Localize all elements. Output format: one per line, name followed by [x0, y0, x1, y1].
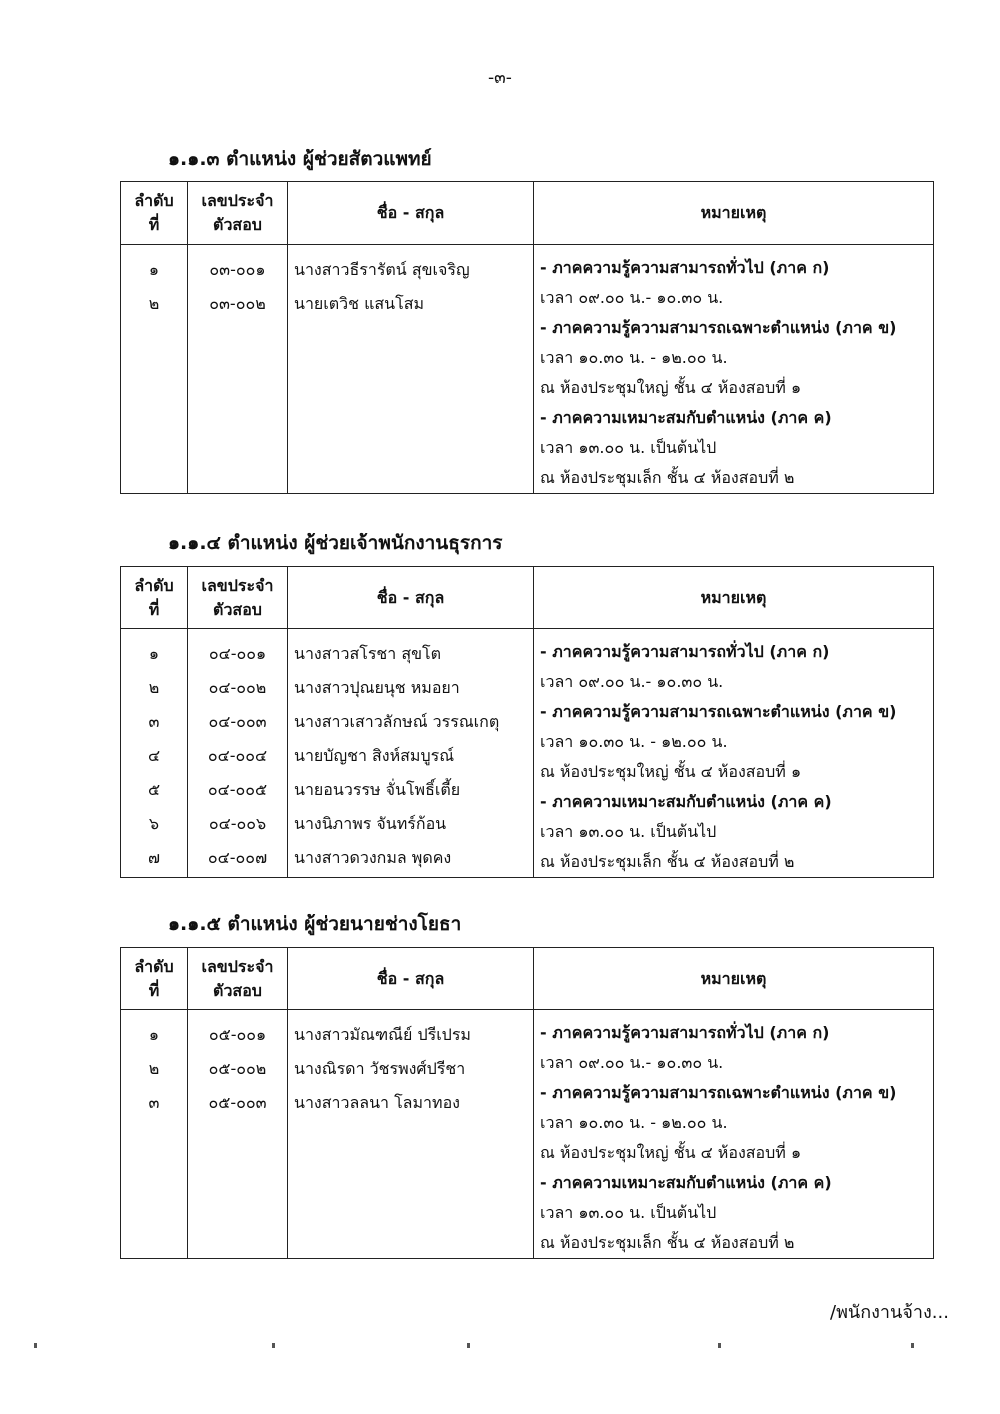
id-column	[188, 245, 288, 494]
id-column	[188, 1010, 288, 1259]
remark-line: ณ ห้องประชุมเล็ก ชั้น ๔ ห้องสอบที่ ๒	[540, 1233, 795, 1252]
cell-no: ๒	[148, 294, 160, 313]
cell-name: นางณิรดา วัชรพงศ์ปรีชา	[294, 1059, 466, 1078]
candidates-table-115	[120, 947, 934, 1259]
table-header-row	[121, 567, 934, 629]
remark-line: เวลา ๑๐.๓๐ น. - ๑๒.๐๐ น.	[540, 1113, 728, 1132]
cell-id: ๐๔-๐๐๒	[208, 678, 267, 697]
header-id: เลขประจำ ตัวสอบ	[188, 567, 288, 629]
remark-line: เวลา ๑๓.๐๐ น. เป็นต้นไป	[540, 822, 717, 841]
table-body-row	[121, 629, 934, 878]
cell-id: ๐๔-๐๐๖	[208, 814, 267, 833]
name-column	[288, 245, 534, 494]
table-body-row	[121, 1010, 934, 1259]
section-title-113: ๑.๑.๓ ตำแหน่ง ผู้ช่วยสัตวแพทย์	[168, 148, 432, 170]
scan-speck	[718, 1343, 721, 1348]
remark-line: ณ ห้องประชุมใหญ่ ชั้น ๔ ห้องสอบที่ ๑	[540, 1143, 802, 1162]
remark-line: เวลา ๑๐.๓๐ น. - ๑๒.๐๐ น.	[540, 732, 728, 751]
header-remark: หมายเหตุ	[534, 567, 934, 629]
cell-name: นายอนวรรษ จั่นโพธิ์เตี้ย	[294, 780, 461, 799]
cell-id: ๐๔-๐๐๔	[207, 746, 268, 765]
remark-line: ณ ห้องประชุมเล็ก ชั้น ๔ ห้องสอบที่ ๒	[540, 852, 795, 871]
remark-line: เวลา ๑๓.๐๐ น. เป็นต้นไป	[540, 1203, 717, 1222]
cell-no: ๕	[147, 780, 161, 799]
candidates-table-114	[120, 566, 934, 878]
cell-name: นางสาวดวงกมล พุดคง	[294, 848, 452, 867]
candidates-table-113	[120, 181, 934, 494]
remark-line: ณ ห้องประชุมใหญ่ ชั้น ๔ ห้องสอบที่ ๑	[540, 378, 802, 397]
header-id: เลขประจำ ตัวสอบ	[188, 948, 288, 1010]
cell-id: ๐๔-๐๐๕	[207, 780, 268, 799]
section-title-114: ๑.๑.๔ ตำแหน่ง ผู้ช่วยเจ้าพนักงานธุรการ	[168, 532, 503, 554]
remark-line: เวลา ๑๓.๐๐ น. เป็นต้นไป	[540, 438, 717, 457]
cell-id: ๐๓-๐๐๒	[209, 294, 266, 313]
header-no: ลำดับ ที่	[121, 567, 188, 629]
remark-column	[534, 629, 934, 878]
remark-line: - ภาคความรู้ความสามารถเฉพาะตำแหน่ง (ภาค ข)	[540, 702, 897, 721]
cell-id: ๐๔-๐๐๑	[208, 644, 267, 663]
cell-name: นางสาวเสาวลักษณ์ วรรณเกตุ	[294, 712, 500, 731]
remark-column	[534, 1010, 934, 1259]
no-column	[121, 245, 188, 494]
cell-no: ๓	[148, 1093, 160, 1112]
scan-speck	[34, 1343, 37, 1348]
cell-no: ๔	[147, 746, 161, 765]
remark-line: - ภาคความเหมาะสมกับตำแหน่ง (ภาค ค)	[540, 1173, 832, 1192]
remark-line: - ภาคความรู้ความสามารถทั่วไป (ภาค ก)	[540, 642, 830, 661]
remark-line: - ภาคความรู้ความสามารถเฉพาะตำแหน่ง (ภาค ข)	[540, 1083, 897, 1102]
cell-no: ๗	[147, 848, 161, 867]
table-header-row	[121, 182, 934, 245]
remark-line: - ภาคความเหมาะสมกับตำแหน่ง (ภาค ค)	[540, 792, 832, 811]
cell-id: ๐๕-๐๐๑	[208, 1025, 267, 1044]
cell-name: นางนิภาพร จันทร์ก้อน	[294, 814, 447, 833]
cell-id: ๐๓-๐๐๑	[209, 260, 266, 279]
remark-line: - ภาคความรู้ความสามารถทั่วไป (ภาค ก)	[540, 258, 830, 277]
cell-id: ๐๕-๐๐๓	[208, 1093, 267, 1112]
remark-line: ณ ห้องประชุมใหญ่ ชั้น ๔ ห้องสอบที่ ๑	[540, 762, 802, 781]
remark-line: - ภาคความรู้ความสามารถเฉพาะตำแหน่ง (ภาค ข)	[540, 318, 897, 337]
cell-no: ๑	[148, 1025, 160, 1044]
cell-id: ๐๔-๐๐๓	[208, 712, 267, 731]
cell-no: ๑	[148, 644, 160, 663]
no-column	[121, 629, 188, 878]
scan-speck	[467, 1343, 470, 1348]
scan-speck	[272, 1343, 275, 1348]
header-remark: หมายเหตุ	[534, 948, 934, 1010]
header-no: ลำดับ ที่	[121, 182, 188, 245]
cell-no: ๖	[148, 814, 160, 833]
header-name: ชื่อ - สกุล	[288, 182, 534, 245]
remark-line: ณ ห้องประชุมเล็ก ชั้น ๔ ห้องสอบที่ ๒	[540, 468, 795, 487]
name-column	[288, 629, 534, 878]
cell-name: นางสาวปุณยนุช หมอยา	[294, 678, 460, 697]
cell-name: นายบัญชา สิงห์สมบูรณ์	[294, 746, 455, 765]
cell-no: ๒	[148, 1059, 160, 1078]
continued-next-page: /พนักงานจ้าง...	[830, 1302, 949, 1323]
header-remark: หมายเหตุ	[534, 182, 934, 245]
remark-column	[534, 245, 934, 494]
section-title-115: ๑.๑.๕ ตำแหน่ง ผู้ช่วยนายช่างโยธา	[168, 913, 462, 935]
remark-line: - ภาคความรู้ความสามารถทั่วไป (ภาค ก)	[540, 1023, 830, 1042]
id-column	[188, 629, 288, 878]
name-column	[288, 1010, 534, 1259]
table-body-row	[121, 245, 934, 494]
header-no: ลำดับ ที่	[121, 948, 188, 1010]
header-name: ชื่อ - สกุล	[288, 567, 534, 629]
remark-line: - ภาคความเหมาะสมกับตำแหน่ง (ภาค ค)	[540, 408, 832, 427]
cell-name: นางสาวลลนา โลมาทอง	[294, 1093, 460, 1112]
cell-no: ๓	[148, 712, 160, 731]
cell-name: นางสาวธีรารัตน์ สุขเจริญ	[294, 260, 470, 279]
cell-no: ๑	[148, 260, 160, 279]
cell-name: นางสาวมัณฑณีย์ ปรีเปรม	[294, 1025, 471, 1044]
page-number: -๓-	[488, 68, 512, 88]
cell-id: ๐๕-๐๐๒	[208, 1059, 267, 1078]
cell-name: นายเตวิช แสนโสม	[294, 294, 425, 313]
scan-speck	[911, 1343, 914, 1348]
cell-name: นางสาวสโรชา สุขโต	[294, 644, 442, 663]
header-name: ชื่อ - สกุล	[288, 948, 534, 1010]
remark-line: เวลา ๐๙.๐๐ น.- ๑๐.๓๐ น.	[540, 672, 724, 691]
remark-line: เวลา ๐๙.๐๐ น.- ๑๐.๓๐ น.	[540, 1053, 724, 1072]
no-column	[121, 1010, 188, 1259]
table-header-row	[121, 948, 934, 1010]
remark-line: เวลา ๑๐.๓๐ น. - ๑๒.๐๐ น.	[540, 348, 728, 367]
remark-line: เวลา ๐๙.๐๐ น.- ๑๐.๓๐ น.	[540, 288, 724, 307]
cell-no: ๒	[148, 678, 160, 697]
cell-id: ๐๔-๐๐๗	[207, 848, 268, 867]
header-id: เลขประจำ ตัวสอบ	[188, 182, 288, 245]
